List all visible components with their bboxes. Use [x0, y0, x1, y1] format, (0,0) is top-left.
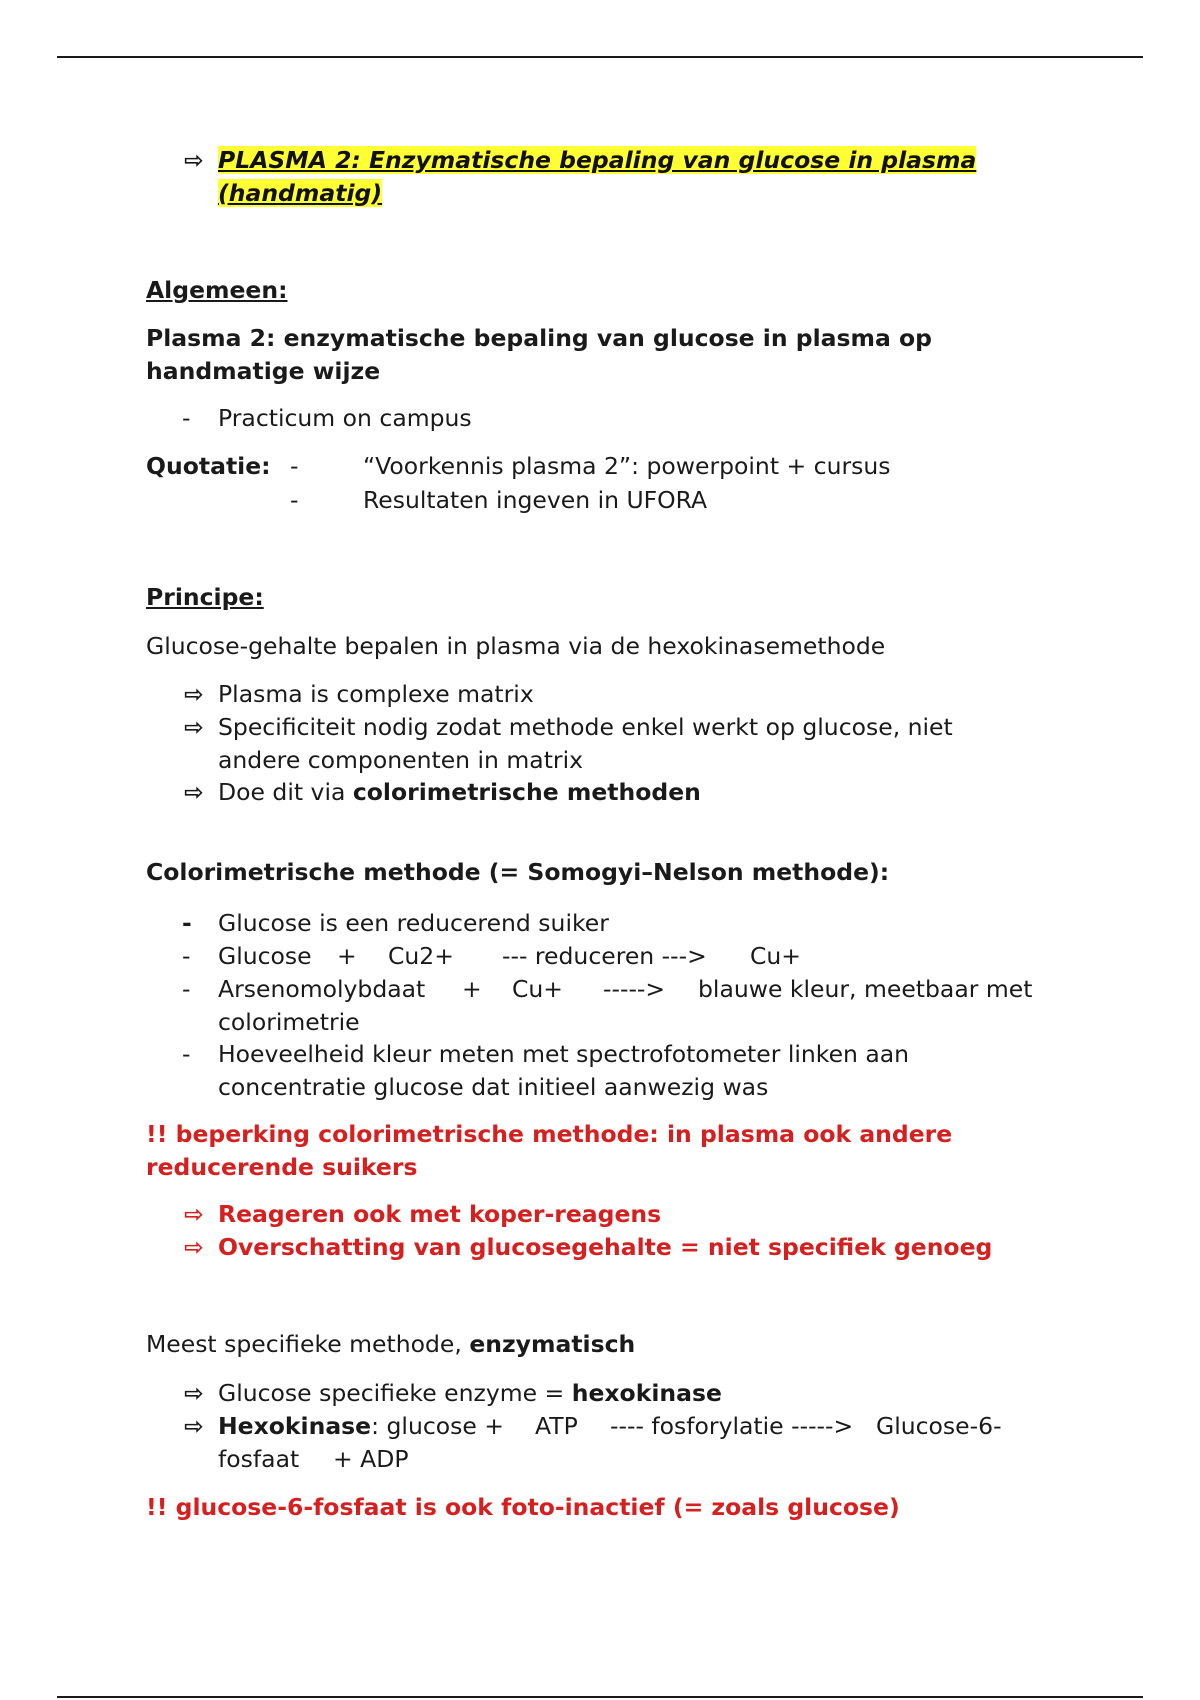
algemeen-title: Plasma 2: enzymatische bepaling van glucose in plasma op handmatige wijze — [146, 324, 932, 385]
page-title: PLASMA 2: Enzymatische bepaling van glucose in plasma (handmatig) — [218, 146, 977, 207]
bullet-dash: - — [182, 975, 191, 1003]
reaction-term: fosfaat — [218, 1445, 300, 1473]
arrow-icon: ⇨ — [184, 680, 204, 708]
reaction-arrow: ---- fosforylatie -----> — [610, 1412, 854, 1440]
enzymatisch-item: Glucose specifieke enzyme = hexokinase — [218, 1379, 722, 1407]
arrow-icon: ⇨ — [184, 1379, 204, 1407]
enzymatisch-item: Hexokinase: glucose + — [218, 1412, 504, 1440]
colorimetrie-heading: Colorimetrische methode (= Somogyi–Nelson methode): — [146, 858, 890, 886]
bottom-rule — [57, 1696, 1143, 1698]
arrow-icon: ⇨ — [184, 778, 204, 806]
top-rule — [57, 56, 1143, 58]
principe-intro: Glucose-gehalte bepalen in plasma via de hexokinasemethode — [146, 632, 886, 660]
arrow-icon: ⇨ — [184, 1200, 204, 1228]
reaction-term: Cu+ — [512, 975, 563, 1003]
principe-item: Doe dit via colorimetrische methoden — [218, 778, 701, 806]
arrow-icon: ⇨ — [184, 1412, 204, 1440]
bullet-dash: - — [182, 404, 191, 432]
principe-item: Specificiteit nodig zodat methode enkel werkt op glucose, niet andere componenten in matrix — [218, 713, 953, 774]
limitation-warning: !! beperking colorimetrische methode: in plasma ook andere reducerende suikers — [146, 1120, 953, 1181]
colorimetrie-bullet: Glucose is een reducerend suiker — [218, 909, 609, 937]
warning-item: Overschatting van glucosegehalte = niet specifiek genoeg — [218, 1233, 993, 1261]
plus-sign: + — [337, 942, 357, 970]
bullet-dash: - — [182, 942, 191, 970]
plus-sign: + — [462, 975, 482, 1003]
principe-heading: Principe: — [146, 583, 264, 611]
colorimetrie-bullet: Glucose — [218, 942, 312, 970]
principe-item: Plasma is complexe matrix — [218, 680, 534, 708]
warning-item: Reageren ook met koper-reagens — [218, 1200, 662, 1228]
bullet-dash: - — [182, 909, 192, 937]
arrow-icon: ⇨ — [184, 1233, 204, 1261]
algemeen-heading: Algemeen: — [146, 276, 288, 304]
colorimetrie-bullet: Hoeveelheid kleur meten met spectrofotometer linken aan concentratie glucose dat initieel aanwezig was — [218, 1040, 910, 1101]
reaction-term: blauwe kleur, meetbaar met — [698, 975, 1033, 1003]
reaction-term: Glucose-6- — [876, 1412, 1002, 1440]
colorimetrie-bullet-cont: colorimetrie — [218, 1008, 360, 1036]
photo-inactive-warning: !! glucose-6-fosfaat is ook foto-inactief (= zoals glucose) — [146, 1493, 900, 1521]
reaction-term: ATP — [535, 1412, 578, 1440]
practicum-bullet: Practicum on campus — [218, 404, 472, 432]
enzymatisch-intro: Meest specifieke methode, enzymatisch — [146, 1330, 636, 1358]
quotatie-item: Resultaten ingeven in UFORA — [363, 486, 708, 514]
reaction-term: Cu2+ — [388, 942, 454, 970]
bullet-dash: - — [290, 486, 299, 514]
bullet-dash: - — [182, 1040, 191, 1068]
colorimetrie-bullet: Arsenomolybdaat — [218, 975, 426, 1003]
quotatie-item: “Voorkennis plasma 2”: powerpoint + cursus — [363, 452, 891, 480]
bullet-dash: - — [290, 452, 299, 480]
arrow-icon: ⇨ — [184, 713, 204, 741]
quotatie-label: Quotatie: — [146, 452, 271, 480]
title-arrow-icon: ⇨ — [184, 146, 204, 174]
reaction-arrow: --- reduceren ---> — [502, 942, 707, 970]
reaction-term: Cu+ — [750, 942, 801, 970]
reaction-arrow: -----> — [603, 975, 666, 1003]
reaction-term: + ADP — [333, 1445, 409, 1473]
